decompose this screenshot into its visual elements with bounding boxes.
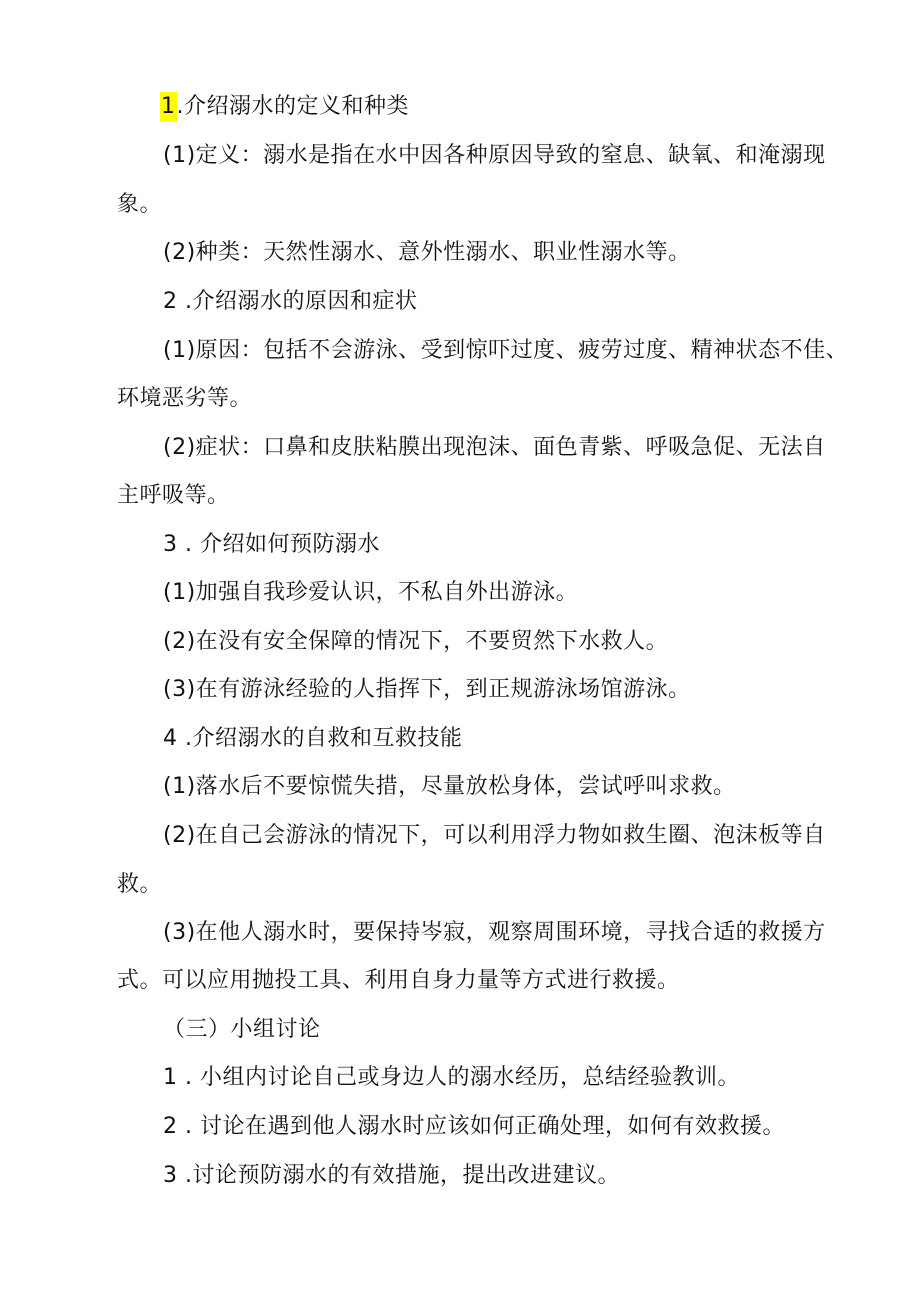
paragraph-line: (3)在有游泳经验的人指挥下，到正规游泳场馆游泳。 [163,677,691,702]
paragraph-line: 3 .讨论预防溺水的有效措施，提出改进建议。 [163,1163,620,1188]
paragraph-line: (1)落水后不要惊慌失措，尽量放松身体，尝试呼叫求救。 [163,774,736,799]
paragraph-line: 救。 [117,872,163,897]
paragraph-line: (1)原因：包括不会游泳、受到惊吓过度、疲劳过度、精神状态不佳、 [163,338,849,363]
paragraph-line: (1)加强自我珍爱认识，不私自外出游泳。 [163,580,579,605]
paragraph-line: 主呼吸等。 [117,483,230,508]
heading-group-discussion: （三）小组讨论 [163,1017,321,1042]
paragraph-line: 2 . 讨论在遇到他人溺水时应该如何正确处理，如何有效救援。 [163,1114,785,1139]
paragraph-line: (3)在他人溺水时，要保持岑寂，观察周围环境，寻找合适的救援方 [163,920,826,945]
paragraph-line: (2)症状：口鼻和皮肤粘膜出现泡沫、面色青紫、呼吸急促、无法自 [163,435,826,460]
heading-rescue-skills: 4 .介绍溺水的自救和互救技能 [163,726,463,751]
paragraph-line: 1 . 小组内讨论自己或身边人的溺水经历，总结经验教训。 [163,1065,740,1090]
paragraph-line: (2)在没有安全保障的情况下，不要贸然下水救人。 [163,629,669,654]
highlighted-number: 1 [160,92,177,122]
paragraph-line: 象。 [117,192,163,217]
heading-prevention: 3 . 介绍如何预防溺水 [163,532,380,557]
paragraph-line: 式。可以应用抛投工具、利用自身力量等方式进行救援。 [117,968,680,993]
heading-definition-types: 1.介绍溺水的定义和种类 [160,92,409,122]
heading-causes-symptoms: 2 .介绍溺水的原因和症状 [163,289,418,314]
paragraph-line: (1)定义：溺水是指在水中因各种原因导致的窒息、缺氧、和淹溺现 [163,143,826,168]
paragraph-line: (2)种类：天然性溺水、意外性溺水、职业性溺水等。 [163,240,691,265]
paragraph-line: 环境恶劣等。 [117,386,253,411]
paragraph-line: (2)在自己会游泳的情况下，可以利用浮力物如救生圈、泡沫板等自 [163,823,826,848]
